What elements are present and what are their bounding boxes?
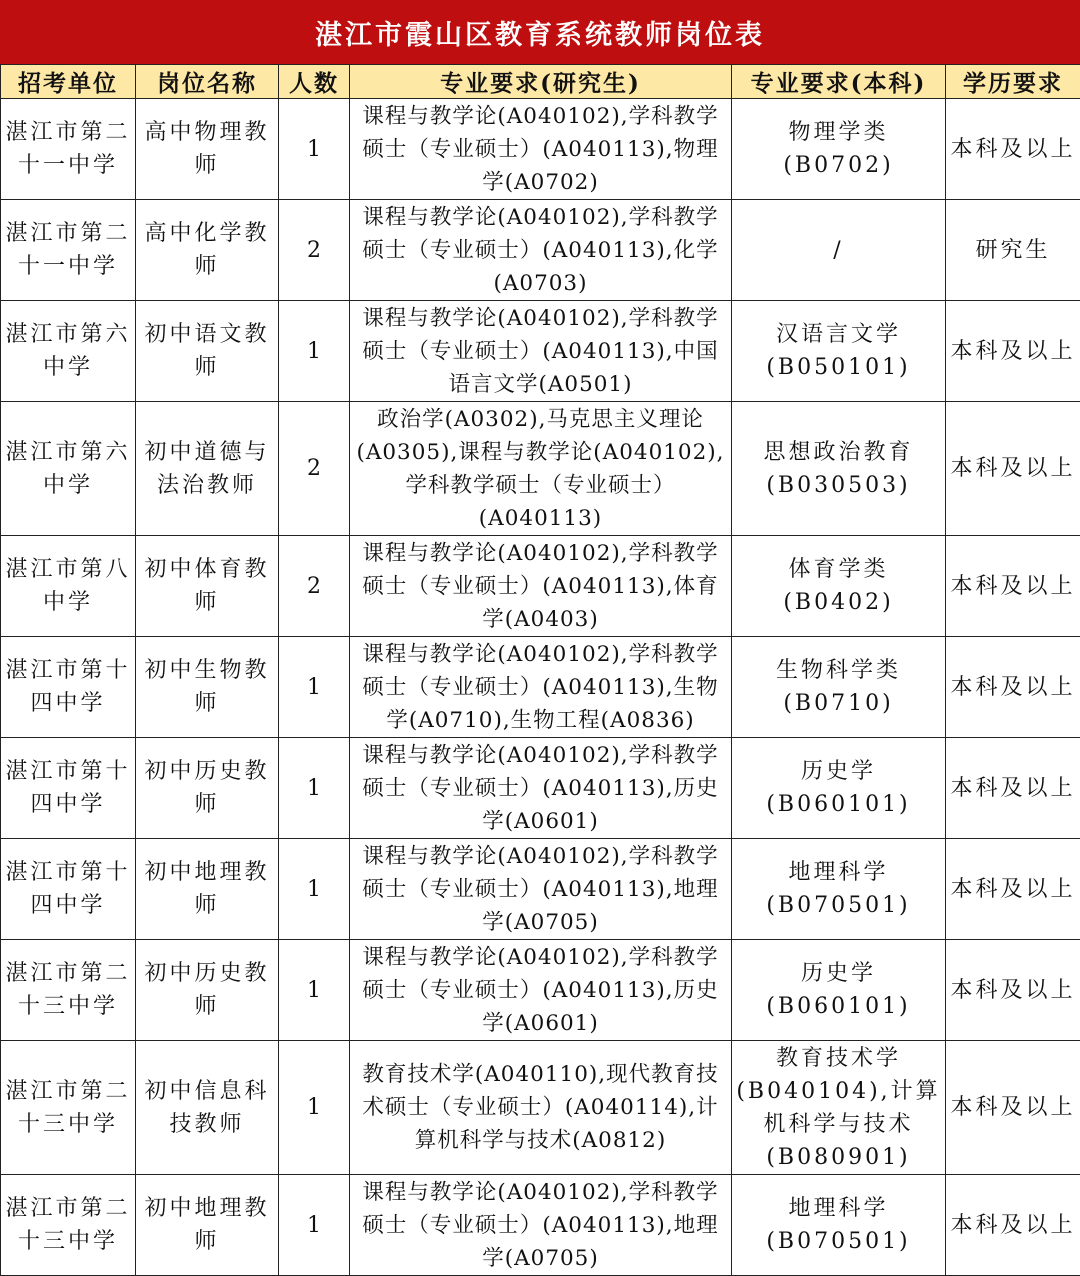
cell-education: 研究生 [946, 200, 1080, 301]
header-education: 学历要求 [946, 65, 1080, 99]
header-count: 人数 [279, 65, 350, 99]
table-row [1, 738, 1080, 839]
header-grad-major: 专业要求(研究生) [350, 65, 732, 99]
cell-count: 1 [279, 99, 350, 200]
cell-count: 2 [279, 402, 350, 536]
header-undergrad-major: 专业要求(本科) [732, 65, 946, 99]
cell-position: 高中化学教师 [136, 200, 279, 301]
cell-unit: 湛江市第十四中学 [1, 637, 136, 738]
cell-undergrad-major: 思想政治教育(B030503) [732, 402, 946, 536]
cell-education: 本科及以上 [946, 940, 1080, 1041]
cell-education: 本科及以上 [946, 637, 1080, 738]
cell-undergrad-major: / [732, 200, 946, 301]
cell-undergrad-major: 地理科学(B070501) [732, 1175, 946, 1276]
cell-unit: 湛江市第二十三中学 [1, 1041, 136, 1175]
cell-undergrad-major: 历史学(B060101) [732, 940, 946, 1041]
cell-position: 初中体育教师 [136, 536, 279, 637]
header-position: 岗位名称 [136, 65, 279, 99]
cell-count: 1 [279, 738, 350, 839]
cell-unit: 湛江市第二十一中学 [1, 99, 136, 200]
cell-grad-major: 课程与教学论(A040102),学科教学硕士（专业硕士）(A040113),地理学(A0705) [350, 839, 732, 940]
table-row [1, 637, 1080, 738]
table-row [1, 1041, 1080, 1175]
cell-position: 初中生物教师 [136, 637, 279, 738]
cell-position: 初中语文教师 [136, 301, 279, 402]
cell-grad-major: 政治学(A0302),马克思主义理论(A0305),课程与教学论(A040102),学科教学硕士（专业硕士）(A040113) [350, 402, 732, 536]
cell-unit: 湛江市第六中学 [1, 402, 136, 536]
cell-undergrad-major: 汉语言文学(B050101) [732, 301, 946, 402]
cell-education: 本科及以上 [946, 738, 1080, 839]
cell-position: 初中地理教师 [136, 1175, 279, 1276]
table-row [1, 940, 1080, 1041]
table-row [1, 839, 1080, 940]
cell-undergrad-major: 体育学类(B0402) [732, 536, 946, 637]
cell-grad-major: 课程与教学论(A040102),学科教学硕士（专业硕士）(A040113),体育学(A0403) [350, 536, 732, 637]
cell-grad-major: 课程与教学论(A040102),学科教学硕士（专业硕士）(A040113),历史学(A0601) [350, 940, 732, 1041]
cell-count: 1 [279, 301, 350, 402]
cell-undergrad-major: 生物科学类(B0710) [732, 637, 946, 738]
cell-unit: 湛江市第二十一中学 [1, 200, 136, 301]
cell-unit: 湛江市第八中学 [1, 536, 136, 637]
cell-unit: 湛江市第六中学 [1, 301, 136, 402]
cell-undergrad-major: 教育技术学(B040104),计算机科学与技术(B080901) [732, 1041, 946, 1175]
cell-unit: 湛江市第十四中学 [1, 738, 136, 839]
table-row [1, 200, 1080, 301]
cell-grad-major: 课程与教学论(A040102),学科教学硕士（专业硕士）(A040113),中国语言文学(A0501) [350, 301, 732, 402]
cell-count: 1 [279, 940, 350, 1041]
cell-count: 2 [279, 536, 350, 637]
header-row [1, 65, 1080, 99]
cell-undergrad-major: 历史学(B060101) [732, 738, 946, 839]
cell-position: 初中信息科技教师 [136, 1041, 279, 1175]
cell-position: 高中物理教师 [136, 99, 279, 200]
cell-position: 初中历史教师 [136, 738, 279, 839]
cell-grad-major: 课程与教学论(A040102),学科教学硕士（专业硕士）(A040113),地理学(A0705) [350, 1175, 732, 1276]
cell-position: 初中地理教师 [136, 839, 279, 940]
cell-education: 本科及以上 [946, 1175, 1080, 1276]
cell-count: 1 [279, 839, 350, 940]
cell-grad-major: 课程与教学论(A040102),学科教学硕士（专业硕士）(A040113),物理学(A0702) [350, 99, 732, 200]
cell-education: 本科及以上 [946, 536, 1080, 637]
cell-grad-major: 课程与教学论(A040102),学科教学硕士（专业硕士）(A040113),历史学(A0601) [350, 738, 732, 839]
cell-count: 1 [279, 637, 350, 738]
table-row [1, 536, 1080, 637]
table-row [1, 1175, 1080, 1276]
cell-grad-major: 教育技术学(A040110),现代教育技术硕士（专业硕士）(A040114),计算机科学与技术(A0812) [350, 1041, 732, 1175]
cell-grad-major: 课程与教学论(A040102),学科教学硕士（专业硕士）(A040113),化学(A0703) [350, 200, 732, 301]
table-row [1, 402, 1080, 536]
header-unit: 招考单位 [1, 65, 136, 99]
cell-count: 1 [279, 1175, 350, 1276]
cell-education: 本科及以上 [946, 839, 1080, 940]
cell-undergrad-major: 地理科学(B070501) [732, 839, 946, 940]
cell-undergrad-major: 物理学类(B0702) [732, 99, 946, 200]
cell-education: 本科及以上 [946, 99, 1080, 200]
table-row [1, 301, 1080, 402]
cell-education: 本科及以上 [946, 402, 1080, 536]
cell-grad-major: 课程与教学论(A040102),学科教学硕士（专业硕士）(A040113),生物学(A0710),生物工程(A0836) [350, 637, 732, 738]
cell-unit: 湛江市第二十三中学 [1, 940, 136, 1041]
table-row [1, 99, 1080, 200]
cell-position: 初中历史教师 [136, 940, 279, 1041]
job-positions-table [0, 64, 1080, 1276]
cell-education: 本科及以上 [946, 1041, 1080, 1175]
cell-count: 1 [279, 1041, 350, 1175]
cell-unit: 湛江市第二十三中学 [1, 1175, 136, 1276]
cell-education: 本科及以上 [946, 301, 1080, 402]
table-title: 湛江市霞山区教育系统教师岗位表 [0, 0, 1080, 64]
cell-count: 2 [279, 200, 350, 301]
cell-unit: 湛江市第十四中学 [1, 839, 136, 940]
cell-position: 初中道德与法治教师 [136, 402, 279, 536]
